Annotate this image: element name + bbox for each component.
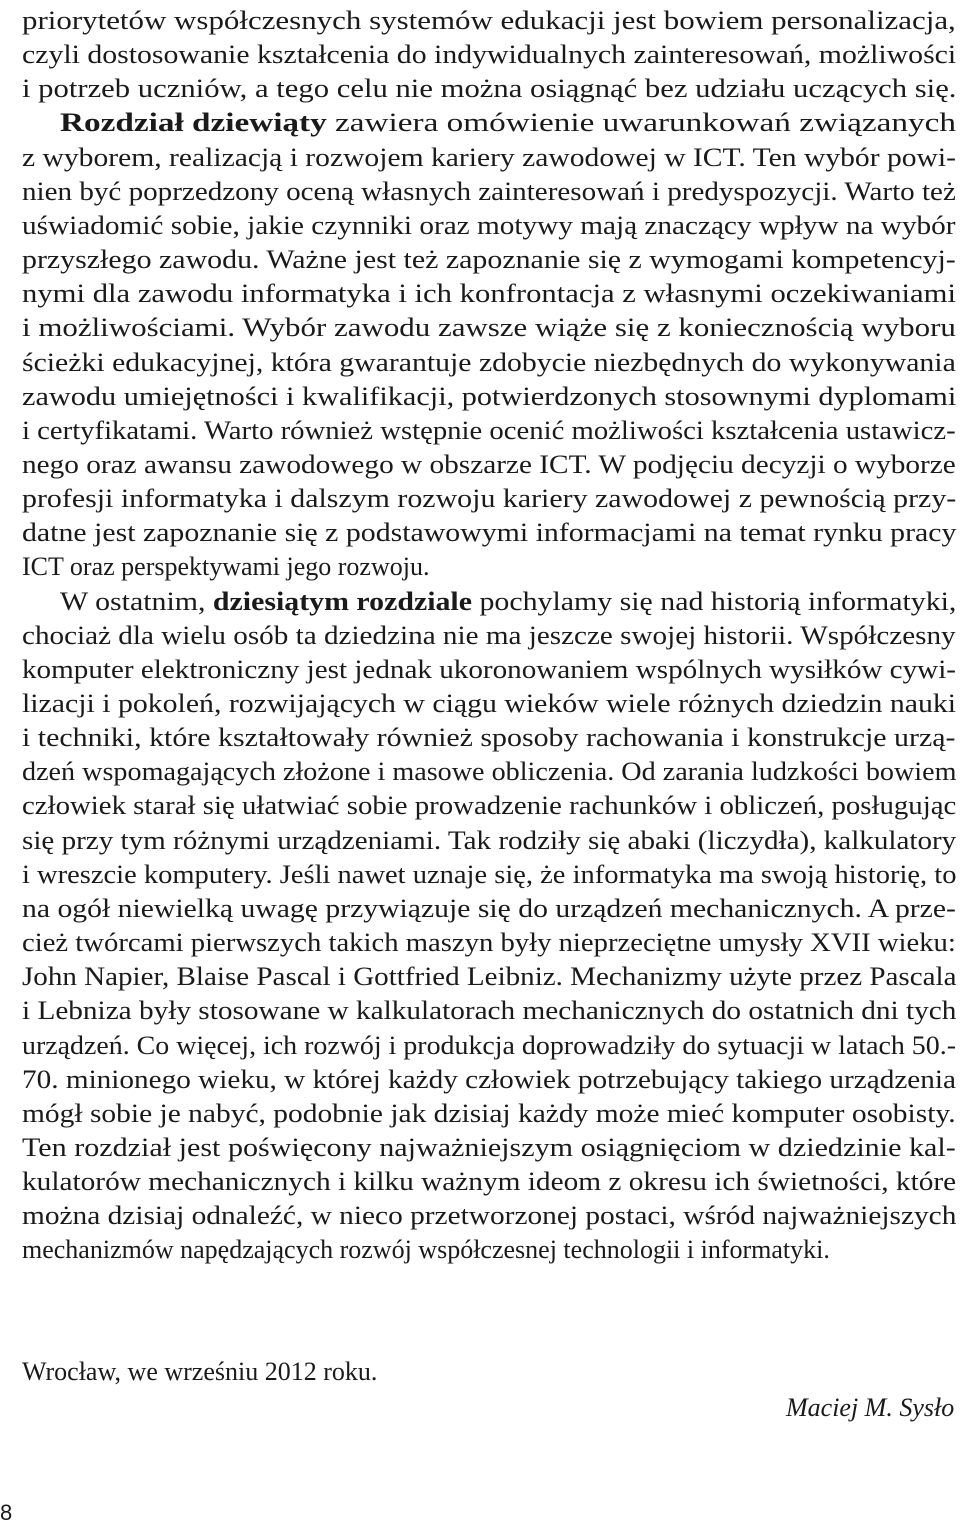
text-segment: nymi dla zawodu informatyka i ich konfrontacja z własnymi oczekiwaniami: [22, 279, 957, 309]
text-segment: cież twórcami pierwszych takich maszyn były nieprzeciętne umysły XVII wieku:: [22, 928, 956, 958]
text-line: [22, 824, 956, 858]
text-segment: urządzeń. Co więcej, ich rozwój i produkcja doprowadziły do sytuacji w latach 50.-: [22, 1030, 956, 1060]
text-segment: kulatorów mechanicznych i kilku ważnym ideom z okresu ich świetności, które: [22, 1167, 957, 1197]
text-segment: człowiek starał się ułatwiać sobie prowadzenie rachunków i obliczeń, posługując: [22, 791, 957, 821]
text-line: [22, 619, 956, 653]
text-line: [22, 414, 956, 448]
page-number: 8: [0, 1500, 13, 1525]
text-line: [60, 585, 956, 619]
text-segment: chociaż dla wielu osób ta dziedzina nie ma jeszcze swojej historii. Współczesny: [22, 620, 956, 650]
text-segment: i możliwościami. Wybór zawodu zawsze wiąże się z koniecznością wyboru: [22, 313, 956, 343]
text-segment: John Napier, Blaise Pascal i Gottfried Leibniz. Mechanizmy użyte przez Pascala: [22, 962, 957, 992]
text-line: [60, 106, 956, 140]
text-segment: dzeń wspomagających złożone i masowe obliczenia. Od zarania ludzkości bowiem: [22, 757, 957, 787]
text-line: [22, 789, 956, 823]
text-segment: 70. minionego wieku, w której każdy człowiek potrzebujący takiego urządzenia: [22, 1064, 956, 1094]
text-line: [22, 550, 429, 584]
text-line: [22, 516, 956, 550]
text-segment: lizacji i pokoleń, rozwijających w ciągu wieków wiele różnych dziedzin nauki: [22, 689, 957, 718]
text-line: [22, 1063, 956, 1097]
text-line: [22, 346, 956, 380]
text-segment: Ten rozdział jest poświęcony najważniejszym osiągnięciom w dziedzinie kal-: [22, 1132, 956, 1162]
text-line: [22, 1165, 956, 1199]
text-segment: i wreszcie komputery. Jeśli nawet uznaje się, że informatyka ma swoją historię, to: [22, 859, 957, 889]
text-segment: można dzisiaj odnaleźć, w nieco przetworzonej postaci, wśród najważniejszych: [22, 1201, 957, 1231]
bold-chapter-ref: Rozdział dziewiąty: [60, 108, 327, 138]
text-segment: profesji informatyka i dalszym rozwoju kariery zawodowej z pewnością przy-: [22, 484, 957, 514]
closing-place-date: Wrocław, we wrześniu 2012 roku.: [22, 1357, 378, 1386]
text-line: [22, 38, 956, 72]
text-line: [22, 858, 956, 892]
text-line: [22, 209, 956, 243]
text-line: [22, 72, 956, 106]
text-segment: zawodu umiejętności i kwalifikacji, potwierdzonych stosownymi dyplomami: [22, 381, 957, 411]
text-segment: zawiera omówienie uwarunkowań związanych: [326, 108, 957, 138]
text-line: [22, 4, 956, 38]
text-line: [22, 380, 956, 414]
text-segment: W ostatnim,: [60, 586, 213, 616]
text-segment: na ogół niewielką uwagę przywiązuje się do urządzeń mechanicznych. A prze-: [22, 893, 956, 923]
text-segment: pochylamy się nad historią informatyki,: [471, 586, 957, 616]
text-segment: i techniki, które kształtowały również sposoby rachowania i konstrukcje urzą-: [22, 723, 956, 753]
text-segment: uświadomić sobie, jakie czynniki oraz motywy mają znaczący wpływ na wybór: [22, 210, 956, 240]
text-segment: przyszłego zawodu. Ważne jest też zapoznanie się z wymogami kompetencyj-: [22, 245, 956, 275]
text-line: [22, 721, 955, 755]
text-line: [22, 653, 956, 687]
text-line: [22, 448, 956, 482]
text-segment: i potrzeb uczniów, a tego celu nie można osiągnąć bez udziału uczących się.: [22, 74, 957, 104]
text-line: [22, 277, 956, 311]
text-segment: ścieżki edukacyjnej, która gwarantuje zdobycie niezbędnych do wykonywania: [22, 347, 956, 377]
text-segment: z wyborem, realizacją i rozwojem kariery zawodowej w ICT. Ten wybór powi-: [22, 142, 956, 172]
text-segment: się przy tym różnymi urządzeniami. Tak rodziły się abaki (liczydła), kalkulatory: [22, 825, 957, 855]
text-line: [22, 175, 956, 209]
text-segment: nien być poprzedzony oceną własnych zainteresowań i predyspozycji. Warto też: [22, 176, 956, 206]
bold-chapter-ref: dziesiątym rozdziale: [212, 586, 472, 616]
text-line: [22, 1199, 956, 1233]
text-line: [22, 994, 956, 1028]
text-line: [22, 892, 956, 926]
text-segment: i certyfikatami. Warto również wstępnie ocenić możliwości kształcenia ustawicz-: [22, 415, 956, 445]
text-segment: komputer elektroniczny jest jednak ukoronowaniem wspólnych wysiłków cywi-: [22, 654, 956, 684]
text-segment: datne jest zapoznanie się z podstawowymi informacjami na temat rynku pracy: [22, 518, 957, 548]
text-line: [22, 243, 956, 277]
text-line: [22, 1131, 956, 1165]
text-line: [22, 926, 956, 960]
text-segment: nego oraz awansu zawodowego w obszarze ICT. W podjęciu decyzji o wyborze: [22, 449, 956, 479]
text-line: [22, 687, 956, 721]
text-segment: i Lebniza były stosowane w kalkulatorach mechanicznych do ostatnich dni tych: [22, 996, 957, 1026]
text-segment: czyli dostosowanie kształcenia do indywidualnych zainteresowań, możliwości: [22, 40, 957, 70]
text-line: [22, 755, 956, 789]
text-segment: ICT oraz perspektywami jego rozwoju.: [22, 552, 430, 582]
text-line: [22, 141, 956, 175]
text-line: [22, 1097, 956, 1131]
text-line: [22, 960, 956, 994]
text-segment: mógł sobie je nabyć, podobnie jak dzisiaj każdy może mieć komputer osobisty.: [22, 1098, 956, 1128]
text-segment: mechanizmów napędzających rozwój współczesnej technologii i informatyki.: [22, 1235, 830, 1265]
text-line: [22, 482, 956, 516]
author-signature: Maciej M. Sysło: [786, 1393, 955, 1422]
text-line: [22, 1233, 830, 1267]
text-line: [22, 1029, 956, 1063]
text-segment: priorytetów współczesnych systemów edukacji jest bowiem personalizacja,: [22, 6, 956, 35]
text-line: [22, 311, 956, 345]
